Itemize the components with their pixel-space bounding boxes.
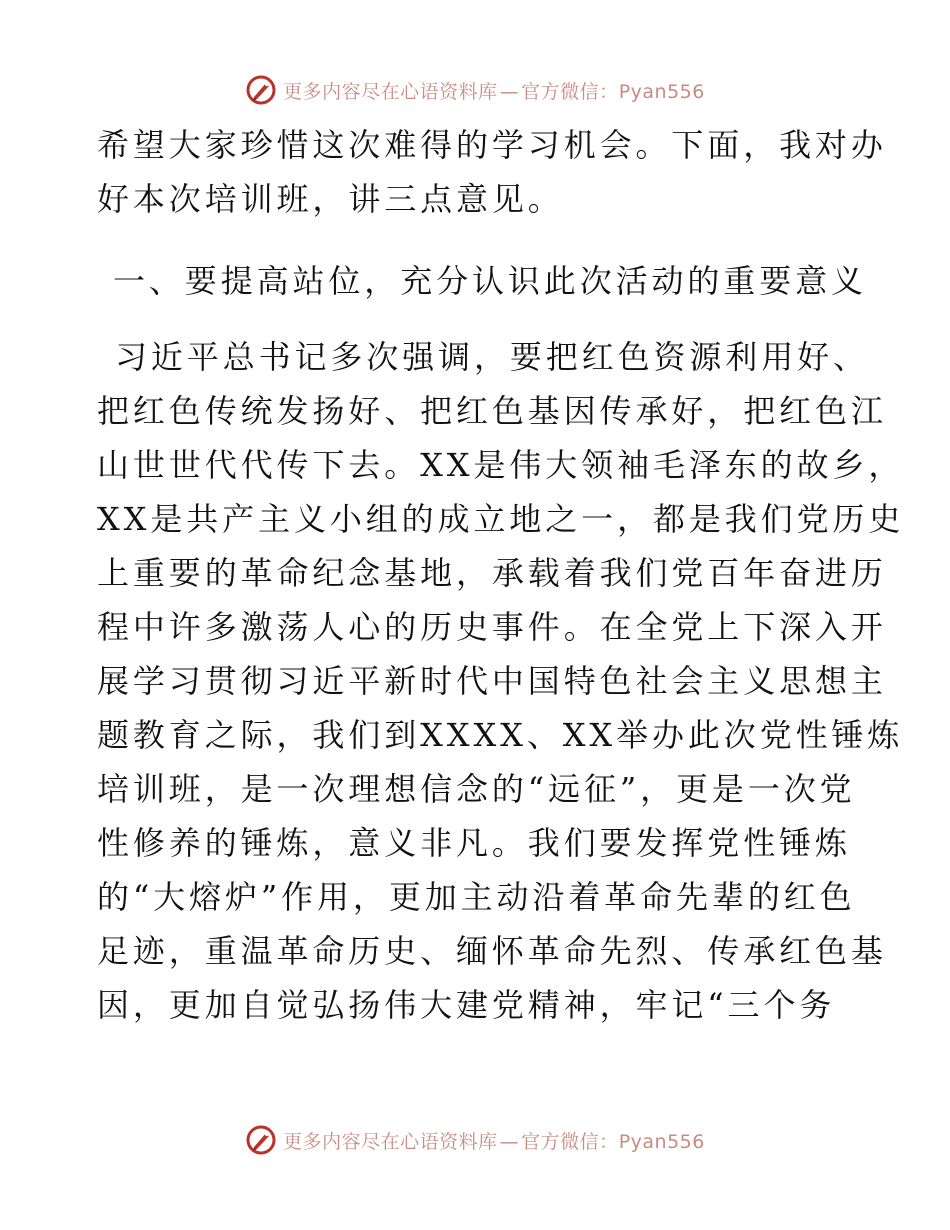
paragraph-first-line: 习近平总书记多次强调，要把红色资源利用好、 xyxy=(115,338,869,376)
text-line: 足迹，重温革命历史、缅怀革命先烈、传承红色基 xyxy=(97,932,887,970)
text-line: 希望大家珍惜这次难得的学习机会。下面，我对办 xyxy=(97,126,887,164)
document-body xyxy=(97,118,905,1032)
text-line: 展学习贯彻习近平新时代中国特色社会主义思想主 xyxy=(97,662,887,700)
text-line: 性修养的锤炼，意义非凡。我们要发挥党性锤炼 xyxy=(97,824,851,862)
text-line: 的“大熔炉”作用，更加主动沿着革命先辈的红色 xyxy=(97,878,856,916)
text-line: 培训班，是一次理想信念的“远征”，更是一次党 xyxy=(97,770,856,808)
text-line: 山世世代代传下去。XX是伟大领袖毛泽东的故乡， xyxy=(97,446,905,484)
text-line: 题教育之际，我们到XXXX、XX举办此次党性锤炼 xyxy=(97,716,904,754)
text-line: XX是共产主义小组的成立地之一，都是我们党历史 xyxy=(97,500,905,538)
text-line: 程中许多激荡人心的历史事件。在全党上下深入开 xyxy=(97,608,887,646)
pen-nib-logo-icon xyxy=(245,74,277,106)
footer-watermark xyxy=(0,1122,950,1158)
pen-nib-logo-icon xyxy=(245,1124,277,1156)
section-heading: 一、要提高站位，充分认识此次活动的重要意义 xyxy=(113,262,867,300)
text-line: 好本次培训班，讲三点意见。 xyxy=(97,180,564,218)
watermark-text: 更多内容尽在心语资料库 — 官方微信：Pyan556 xyxy=(283,1130,705,1153)
header-watermark xyxy=(0,72,950,108)
watermark-text: 更多内容尽在心语资料库 — 官方微信：Pyan556 xyxy=(283,80,705,103)
text-line: 因，更加自觉弘扬伟大建党精神，牢记“三个务 xyxy=(97,986,836,1024)
text-line: 把红色传统发扬好、把红色基因传承好，把红色江 xyxy=(97,392,887,430)
text-line: 上重要的革命纪念基地，承载着我们党百年奋进历 xyxy=(97,554,887,592)
